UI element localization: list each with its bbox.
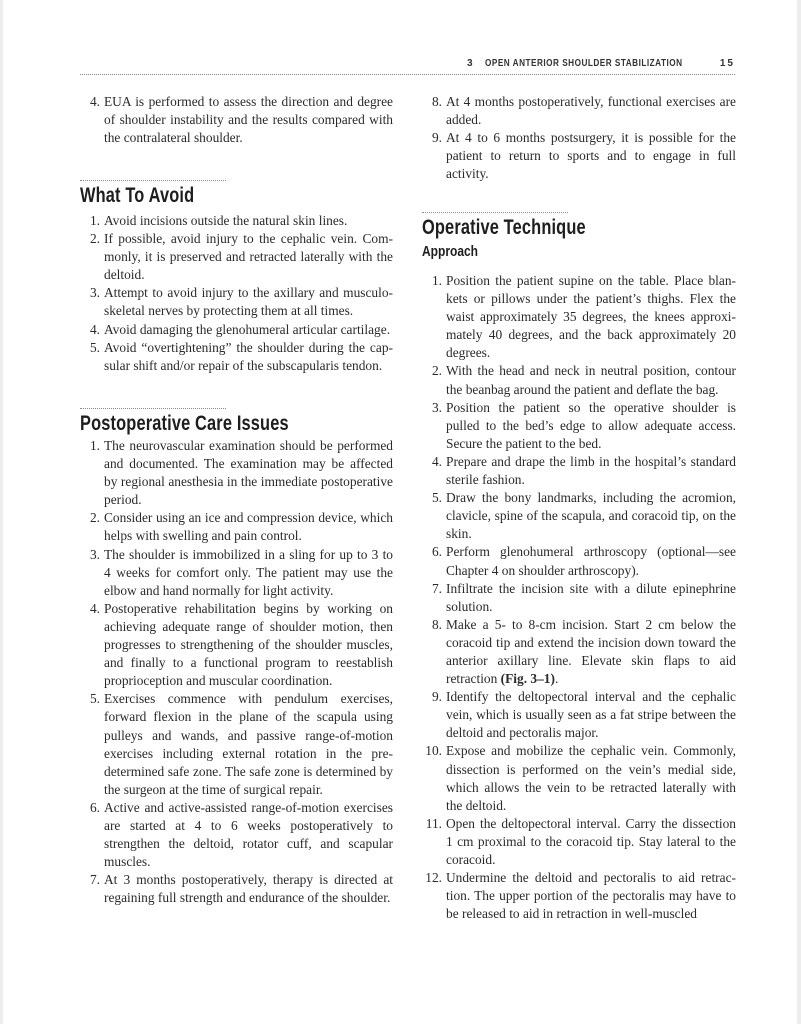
section-what-to-avoid xyxy=(80,180,393,375)
list-item: 4. Avoid damaging the glenohumeral articular cartilage. xyxy=(89,321,391,337)
page-edge-right xyxy=(797,0,801,1024)
section-rule xyxy=(80,408,226,409)
list-item: 12. Undermine the deltoid and pectoralis to aid retraction. The upper portion of the pectoralis may have to be released to aid in retraction in well-muscled xyxy=(425,870,736,922)
section-heading-postoperative-care: Postoperative Care Issues xyxy=(80,412,289,435)
list-item: 10. Expose and mobilize the cephalic vein. Commonly, dissection is performed on the vein’s medial side, which allows the vein to be retracted laterally with the deltoid. xyxy=(425,743,736,813)
list-item: 11. Open the deltopectoral interval. Carry the dissection 1 cm proximal to the coracoid tip. Stay lateral to the coracoid. xyxy=(425,815,736,867)
list-item: 9. At 4 to 6 months postsurgery, it is possible for the patient to return to sports and to engage in full activity. xyxy=(431,130,736,182)
list-item: 2. With the head and neck in neutral position, contour the beanbag around the patient and deflate the bag. xyxy=(431,363,736,397)
section-heading-what-to-avoid: What To Avoid xyxy=(80,184,195,207)
page-number: 15 xyxy=(719,58,735,69)
list-item: 6. Perform glenohumeral arthroscopy (optional—see Chapter 4 on shoulder arthroscopy). xyxy=(431,544,736,578)
list-item: 3. The shoulder is immobilized in a sling for up to 3 to 4 weeks for comfort only. The patient may use the elbow and hand normally for light activity. xyxy=(89,546,393,598)
list-item: 6. Active and active-assisted range-of-motion exercises are started at 4 to 6 weeks postoperatively to strengthen the deltoid, rotator cuff, and scapular muscles. xyxy=(89,799,393,870)
list-item: 4. EUA is performed to assess the direction and degree of shoulder instability and the results compared with the contralateral shoulder. xyxy=(89,94,393,146)
list-item: 3. Attempt to avoid injury to the axillary and musculoskeletal nerves by protecting them at all times. xyxy=(89,285,393,319)
section-rule xyxy=(80,180,226,181)
list-item: 7. At 3 months postoperatively, therapy is directed at regaining full strength and endurance of the shoulder. xyxy=(89,872,393,906)
chapter-number: 3 xyxy=(467,58,474,69)
list-item: 2. If possible, avoid injury to the cephalic vein. Commonly, it is preserved and retracted laterally with the deltoid. xyxy=(89,231,393,283)
right-column-continued-list xyxy=(422,93,736,183)
list-item: 5. Draw the bony landmarks, including the acromion, clavicle, spine of the scapula, and coracoid tip, on the skin. xyxy=(431,490,736,542)
subheading-approach: Approach xyxy=(422,243,479,260)
list-item: 9. Identify the deltopectoral interval and the cephalic vein, which is usually seen as a fat stripe between the deltoid and pectoralis major. xyxy=(431,689,736,741)
list-item: 1. The neurovascular examination should be performed and documented. The examination may be affected by regional anesthesia in the immediate postoperative period. xyxy=(89,438,393,508)
section-heading-operative-technique: Operative Technique xyxy=(422,216,586,239)
list-item: 4. Prepare and drape the limb in the hospital’s standard sterile fashion. xyxy=(431,453,736,488)
figure-reference: (Fig. 3–1) xyxy=(500,671,555,687)
list-item: 4. Postoperative rehabilitation begins by working on achieving adequate range of shoulder motion, then progresses to strengthening of the shoulder muscles, and finally to a functional program to reestablish proprioception and muscular coordination. xyxy=(89,600,393,689)
list-item: 2. Consider using an ice and compression device, which helps with swelling and pain control. xyxy=(89,510,393,544)
section-rule xyxy=(422,212,568,213)
list-item: 1. Avoid incisions outside the natural skin lines. xyxy=(89,213,348,228)
chapter-title: OPEN ANTERIOR SHOULDER STABILIZATION xyxy=(485,58,683,69)
list-item: 5. Exercises commence with pendulum exercises, forward flexion in the plane of the scapula using pulleys and wands, and passive range-of-motion exercises including external rotation in the predetermined safe zone. The safe zone is determined by the surgeon at the time of surgical repair. xyxy=(89,691,393,797)
list-item: 7. Infiltrate the incision site with a dilute epinephrine solution. xyxy=(431,580,736,614)
list-item: 8. Make a 5- to 8-cm incision. Start 2 cm below the coracoid tip and extend the incision down toward the anterior axillary line. Elevate skin flaps to aid retraction (Fig. 3–1). xyxy=(431,616,736,687)
list-item: 8. At 4 months postoperatively, functional exercises are added. xyxy=(431,94,736,128)
list-item: 1. Position the patient supine on the table. Place blankets or pillows under the patient’s thighs. Flex the waist approximately 35 degrees, the knees approximately 40 degrees, and the back approximately 20 degrees. xyxy=(431,273,736,361)
section-operative-technique xyxy=(422,212,736,923)
left-column-continued-list xyxy=(80,93,393,147)
section-postoperative-care xyxy=(80,408,393,907)
page-edge-left xyxy=(0,0,3,1024)
list-item: 3. Position the patient so the operative shoulder is pulled to the bed’s edge to allow adequate access. Secure the patient to the bed. xyxy=(431,399,736,451)
list-item: 5. Avoid “overtightening” the shoulder during the capsular shift and/or repair of the subscapularis tendon. xyxy=(89,339,393,373)
running-head xyxy=(80,56,735,74)
running-head-rule xyxy=(80,74,735,75)
